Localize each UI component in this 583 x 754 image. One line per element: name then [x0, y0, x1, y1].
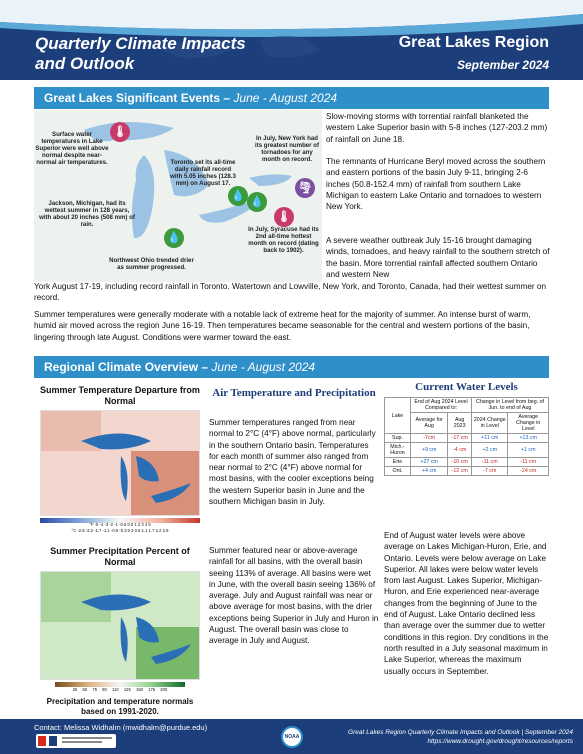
label-toronto: Toronto set its all-time daily rainfall record with 5.05 inches (128.3 mm) on August 17.	[170, 159, 236, 187]
footer-url[interactable]: https://www.drought.gov/drought/resources/reports	[427, 738, 573, 745]
air-temp-paragraph: Summer temperatures ranged from near normal to 2°C (4°F) above normal, particularly in the southern Ontario basin. Temperatures for each month of summer also ranged from near normal to 2°C (4°F) above normal for most basins, with the cooler exceptions being the western Superior basin in June and the southern Michigan basin in July.	[209, 418, 376, 507]
table-subheader: Average for Aug	[411, 413, 448, 434]
events-paragraph-4: Summer temperatures were generally moderate with a notable lack of extreme heat for the majority of summer. An intense burst of warm, humid air moved across the region June 16-19. Then temperatures became seasonable for the central and western portions of the basin, lingering through late August. Conditions were warmer toward the east.	[34, 310, 531, 342]
table-cell: -11 cm	[472, 458, 508, 467]
table-cell: +2 cm	[472, 443, 508, 458]
table-cell: +13 cm	[508, 434, 549, 443]
label-ohio: Northwest Ohio trended drier as summer progressed.	[109, 257, 194, 271]
page-header	[0, 0, 583, 80]
temp-map-title: Summer Temperature Departure from Normal	[40, 385, 200, 406]
lake-name: Mich.-Huron	[385, 443, 411, 458]
precip-percent-map	[40, 571, 200, 680]
lake-name: Erie	[385, 458, 411, 467]
thermometer-icon: 🌡	[110, 122, 130, 142]
footer-contact: Contact: Melissa Widhalm (mwidhalm@purdue.edu)	[34, 723, 208, 732]
precip-paragraph: Summer featured near or above-average rainfall for all basins, with the overall basin seeing 113% of average. All basins were wet in June, with the overall basin seeing 136% of average. July and August rainfall was near or above average for most basins, with the drier exceptions being Superior in July and Huron in August. The overall basin was close to average in July and August.	[209, 546, 379, 646]
table-cell: +1 cm	[508, 443, 549, 458]
table-row	[385, 467, 549, 476]
rain-drop-icon: 💧	[247, 192, 267, 212]
events-paragraph-1: Slow-moving storms with torrential rainfall blanketed the western Lake Superior basin with 5-8 inches (127-203.2 mm) of rainfall on June 18.	[326, 112, 548, 144]
events-paragraph-2: The remnants of Hurricane Beryl moved across the southern and eastern portions of the basin July 9-11, bringing 2-6 inches (50.8-152.4 mm) of rainfall from southern Lake Michigan to eastern Lake Ontario and tornadoes to western New York.	[326, 157, 546, 212]
table-cell: +9 cm	[411, 443, 448, 458]
events-bar-title: Great Lakes Significant Events –	[44, 91, 234, 105]
lake-name: Ont.	[385, 467, 411, 476]
table-subheader: 2024 Change in Level	[472, 413, 508, 434]
tornado-icon: 🌪	[295, 178, 315, 198]
region-title: Great Lakes Region	[398, 34, 549, 51]
table-cell: -24 cm	[508, 467, 549, 476]
table-cell: -7cm	[411, 434, 448, 443]
rain-drop-icon: 💧	[228, 186, 248, 206]
precip-map-title: Summer Precipitation Percent of Normal	[50, 546, 190, 567]
overview-bar-range: June - August 2024	[211, 360, 316, 374]
partner-logos	[36, 734, 116, 748]
label-ny-tornadoes: In July, New York had its greatest number of tornadoes for any month on record.	[255, 135, 319, 163]
overview-bar-title: Regional Climate Overview –	[44, 360, 212, 374]
table-header-end-level: End of Aug 2024 Level Compared to:	[411, 398, 472, 413]
page-title: Quarterly Climate Impacts and Outlook	[35, 34, 246, 73]
events-map	[34, 110, 322, 282]
table-cell: -4 cm	[448, 443, 472, 458]
temperature-departure-map	[40, 410, 200, 516]
table-cell: -7 cm	[472, 467, 508, 476]
table-header-change: Change in Level from beg. of Jun. to end of Aug	[472, 398, 549, 413]
label-superior: Surface water temperatures in Lake Superior were well above normal despite near-normal air temperatures.	[35, 131, 109, 166]
issue-date: September 2024	[456, 58, 549, 72]
table-cell: +4 cm	[411, 467, 448, 476]
table-header-lake: Lake	[385, 398, 411, 434]
label-jackson: Jackson, Michigan, had its wettest summer in 128 years, with about 20 inches (508 mm) of rain.	[39, 200, 135, 228]
table-row	[385, 434, 549, 443]
overview-section-bar	[34, 356, 549, 378]
table-cell: -17 cm	[448, 434, 472, 443]
water-levels-title: Current Water Levels	[415, 381, 518, 393]
normals-note: Precipitation and temperature normals based on 1991-2020.	[46, 697, 194, 716]
events-bar-range: June - August 2024	[233, 91, 338, 105]
lake-name: Sup.	[385, 434, 411, 443]
water-levels-table	[384, 397, 549, 476]
table-row	[385, 458, 549, 467]
label-syracuse: In July, Syracuse had its 2nd all-time hottest month on record (dating back to 1902).	[248, 226, 319, 254]
table-cell: +27 cm	[411, 458, 448, 467]
thermometer-icon: 🌡	[274, 207, 294, 227]
rain-drop-icon: 💧	[164, 228, 184, 248]
events-paragraph-3: A severe weather outbreak July 15-16 brought damaging winds, tornadoes, and heavy rainfall to the southern stretch of the basin. More torrential rainfall affected southern Ontario and western New	[326, 236, 550, 279]
footer-publication	[348, 728, 573, 746]
events-section-bar	[34, 87, 549, 109]
events-paragraph-3-continued: York August 17-19, including record rainfall in Toronto. Watertown and Lowville, New York, and Toronto, Canada, had their wettest summer on record.	[34, 282, 547, 303]
table-cell: -11 cm	[508, 458, 549, 467]
footer-pub-title: Great Lakes Region Quarterly Climate Impacts and Outlook | September 2024	[348, 729, 573, 736]
table-cell: -12 cm	[448, 467, 472, 476]
table-cell: -10 cm	[448, 458, 472, 467]
table-cell: +11 cm	[472, 434, 508, 443]
air-temp-precip-title: Air Temperature and Precipitation	[212, 387, 376, 399]
table-row	[385, 443, 549, 458]
table-subheader: Average Change in Level	[508, 413, 549, 434]
noaa-logo: NOAA	[281, 726, 303, 748]
temp-scale-f: °F -5 -4 -3 -2 -1 -0.5 0.5 1 2 3 4 5	[89, 522, 151, 527]
precip-scale-labels: 25 50 75 90 110 125 150 175 200	[72, 687, 168, 692]
temp-scale-c: °C -2.8 -2.2 -1.7 -1.1 -0.6 -0.3 0.3 0.6 1.1 1.7 2.2 2.8	[71, 528, 169, 533]
water-levels-paragraph: End of August water levels were above average on Lakes Michigan-Huron, Erie, and Ontario. Levels were below average on Lake Superior. All lakes were below water levels from last August. Lakes Superior, Michigan-Huron, and Erie experienced near-average changes from the beginning of June to the end of August. Lake Ontario declined less than average over the summer due to wetter conditions in this region. Dry conditions in the north resulted in a July seasonal maximum in Lake Superior, whereas the maximum usually occurs in September.	[384, 531, 549, 676]
table-subheader: Aug 2023	[448, 413, 472, 434]
